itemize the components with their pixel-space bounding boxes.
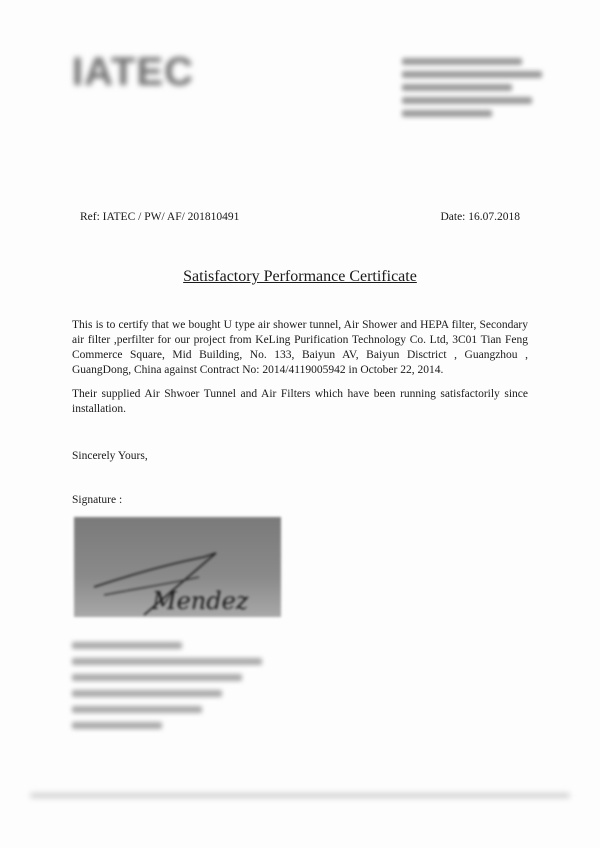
body-paragraph-2: Their supplied Air Shwoer Tunnel and Air Filters which have been running satisfactorily since installation. [72,388,528,415]
letterhead-address-blurred [402,58,542,123]
footer-blurred [30,793,570,798]
reference-row [80,211,520,223]
signature-label: Signature : [72,494,123,506]
svg-text:Mendez: Mendez [152,587,249,615]
document-date: Date: 16.07.2018 [440,211,520,223]
certificate-title: Satisfactory Performance Certificate [183,268,417,285]
handwritten-signature [74,517,281,617]
closing-salutation: Sincerely Yours, [72,450,148,462]
reference-number: Ref: IATEC / PW/ AF/ 201810491 [80,211,240,223]
company-logo: IATEC [72,50,195,94]
signatory-details-blurred [72,642,272,738]
body-paragraph-1: This is to certify that we bought U type air shower tunnel, Air Shower and HEPA filter, Secondary air filter ,perfilter for our project from KeLing Purification Technology Co. Ltd, 3C01 Tian Feng Commerce Square, Mid Building, No. 133, Baiyun AV, Baiyun Disctrict , Guangzhou , GuangDong, China against Contract No: 2014/4119005942 in October 22, 2014. [72,319,528,376]
